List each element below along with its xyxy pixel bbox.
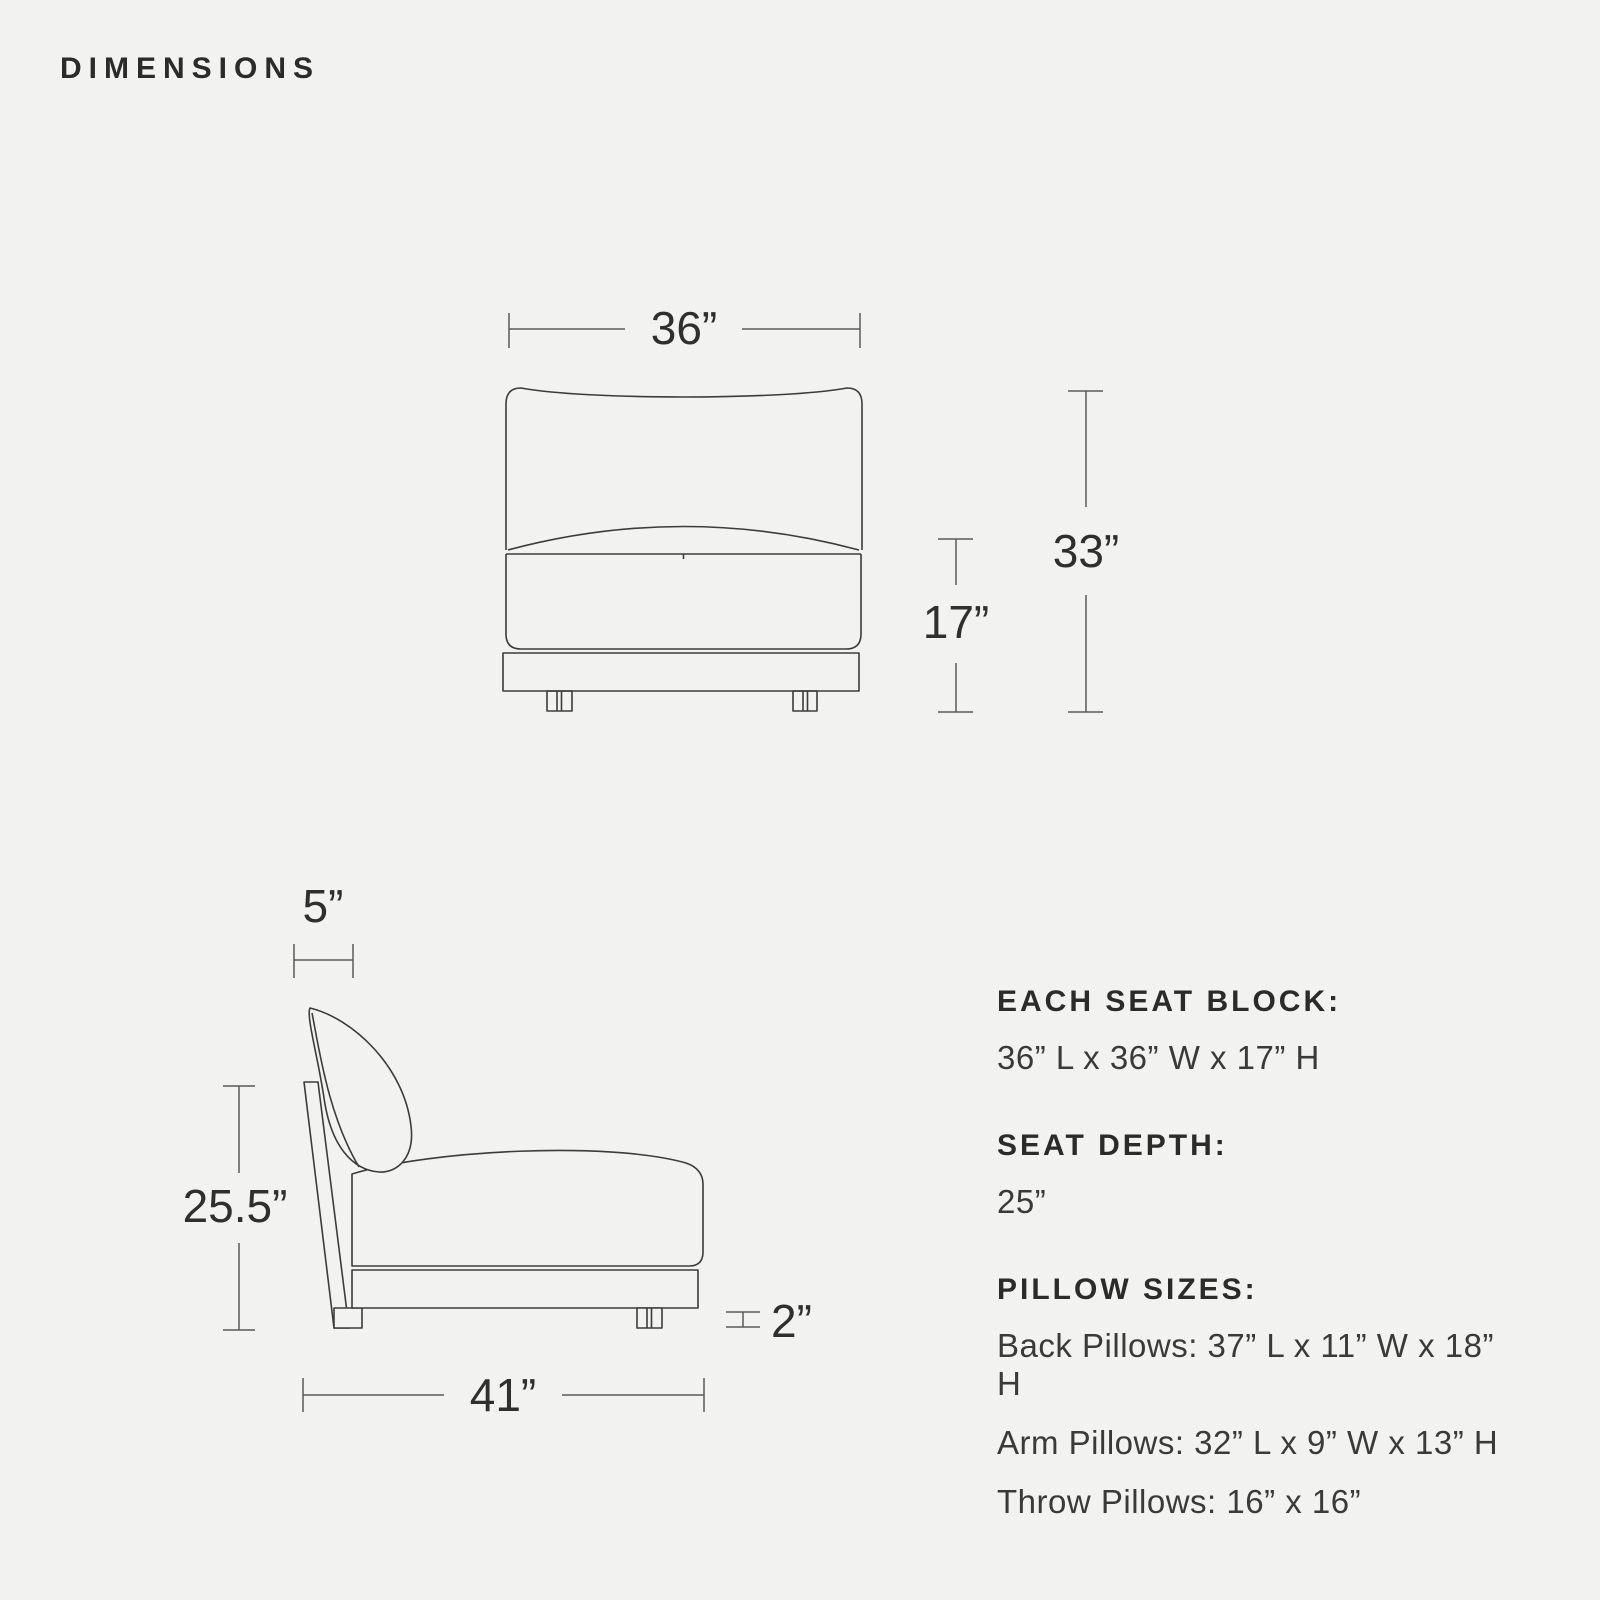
spec-line: 25” <box>997 1183 1047 1220</box>
spec-heading: EACH SEAT BLOCK: <box>997 985 1342 1018</box>
seat-height-dim-top <box>938 539 973 585</box>
spec-line: Throw Pillows: 16” x 16” <box>997 1483 1362 1520</box>
spec-line: 36” L x 36” W x 17” H <box>997 1039 1320 1076</box>
front-seat-height-dimension <box>923 539 989 712</box>
side-depth-dimension <box>303 1369 704 1421</box>
spec-section-seat-block <box>997 985 1517 1077</box>
front-seat-top-edge <box>506 554 861 559</box>
front-right-leg <box>793 691 817 711</box>
front-left-leg <box>547 691 572 711</box>
spec-heading: SEAT DEPTH: <box>997 1129 1228 1162</box>
side-chair-outline <box>304 1008 703 1328</box>
spec-line: Back Pillows: 37” L x 11” W x 18” H <box>997 1327 1494 1402</box>
front-total-height-dimension <box>1053 391 1119 712</box>
side-back-foot <box>334 1308 362 1328</box>
front-chair-outline <box>503 388 862 711</box>
front-total-height-label: 33” <box>1052 525 1120 577</box>
side-base-rail <box>352 1270 698 1308</box>
front-seat-box <box>506 554 861 649</box>
front-seat-height-label: 17” <box>922 596 990 648</box>
spec-line: Arm Pillows: 32” L x 9” W x 13” H <box>997 1424 1499 1461</box>
back-height-dim-top <box>223 1086 255 1173</box>
spec-section-seat-depth <box>997 1129 1517 1221</box>
side-front-leg <box>637 1308 662 1328</box>
back-height-dim-bottom <box>223 1243 255 1330</box>
front-seat-cushion-arc <box>508 527 859 551</box>
side-depth-label: 41” <box>469 1369 537 1421</box>
spec-section-pillow-sizes <box>997 1273 1517 1521</box>
side-leg-height-label: 2” <box>771 1295 812 1347</box>
leg-height-dim-line <box>726 1312 760 1327</box>
front-width-label: 36” <box>650 302 718 354</box>
back-thickness-dim-line <box>294 944 353 978</box>
front-base-rail <box>503 653 859 691</box>
side-back-thickness-label: 5” <box>302 880 344 932</box>
side-back-thickness-dimension <box>294 880 353 978</box>
specs-panel <box>997 985 1517 1573</box>
side-back-height-dimension <box>183 1086 288 1330</box>
total-height-dim-bottom <box>1068 595 1103 712</box>
page-title: DIMENSIONS <box>60 52 321 85</box>
spec-heading: PILLOW SIZES: <box>997 1273 1258 1306</box>
side-view-drawing <box>183 880 812 1421</box>
total-height-dim-top <box>1068 391 1103 507</box>
front-view-drawing <box>503 302 1119 712</box>
front-width-dimension <box>509 302 860 354</box>
side-back-height-label: 25.5” <box>182 1180 288 1232</box>
side-leg-height-dimension <box>726 1295 812 1347</box>
side-seat-assembly <box>352 1150 703 1266</box>
seat-height-dim-bottom <box>938 663 973 712</box>
